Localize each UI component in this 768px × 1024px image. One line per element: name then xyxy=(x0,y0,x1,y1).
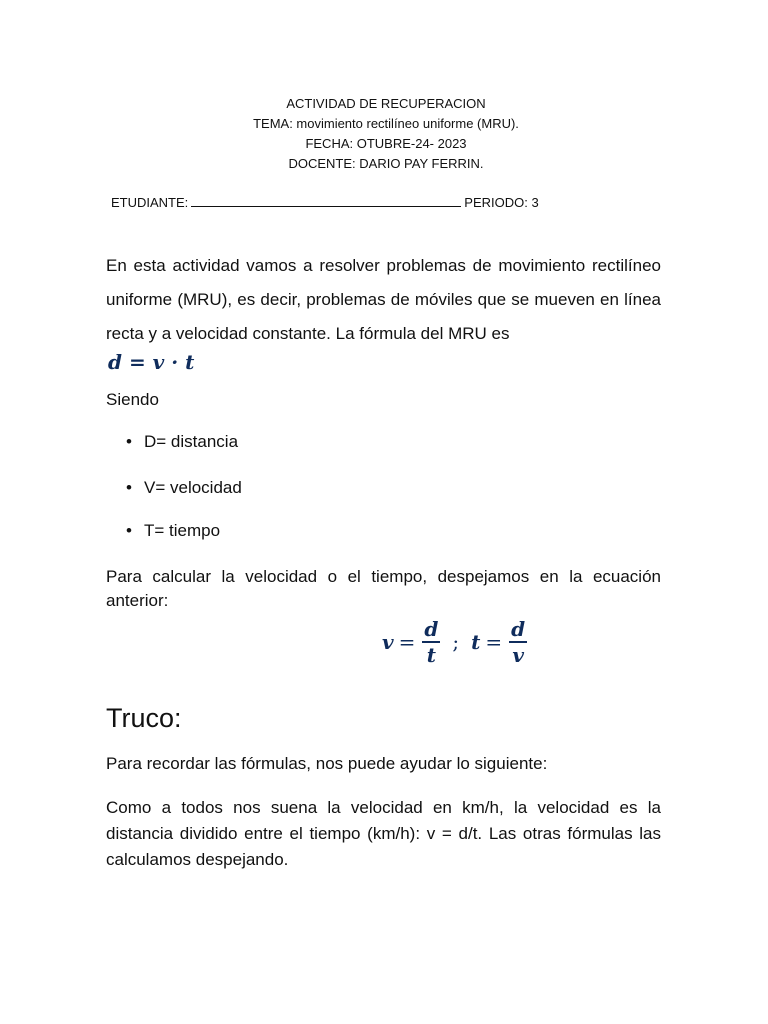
student-name-blank[interactable] xyxy=(191,194,461,207)
fraction-d-over-t xyxy=(422,617,440,667)
document-header xyxy=(0,94,768,174)
fraction-d-over-v xyxy=(509,617,527,667)
bullet-icon: • xyxy=(126,432,132,451)
list-item xyxy=(126,477,242,499)
formula-v-symbol: v xyxy=(382,630,394,654)
student-line xyxy=(111,194,539,212)
student-label: ETUDIANTE: xyxy=(111,195,189,210)
fraction-denominator: t xyxy=(426,643,436,667)
list-item-text: T= tiempo xyxy=(144,521,221,540)
recordar-paragraph: Para recordar las fórmulas, nos puede ayudar lo siguiente: xyxy=(106,754,548,773)
siendo-label: Siendo xyxy=(106,390,159,409)
header-topic: TEMA: movimiento rectilíneo uniforme (MRU). xyxy=(253,116,519,131)
truco-heading: Truco: xyxy=(106,703,182,733)
formula-t-symbol: t xyxy=(471,630,481,654)
formula-separator: ; xyxy=(452,630,460,654)
list-item-text: V= velocidad xyxy=(144,478,242,497)
formula-equals: = xyxy=(485,630,503,654)
list-item-text: D= distancia xyxy=(144,432,239,451)
header-date: FECHA: OTUBRE-24- 2023 xyxy=(305,136,467,151)
calc-paragraph: Para calcular la velocidad o el tiempo, despejamos en la ecuación anterior: xyxy=(106,567,661,610)
fraction-denominator: v xyxy=(512,643,524,667)
student-period: PERIODO: 3 xyxy=(464,195,539,210)
header-teacher: DOCENTE: DARIO PAY FERRIN. xyxy=(288,156,484,171)
fraction-numerator: d xyxy=(511,617,526,641)
header-title: ACTIVIDAD DE RECUPERACION xyxy=(286,96,486,111)
derived-formulas xyxy=(382,612,529,672)
intro-paragraph: En esta actividad vamos a resolver problemas de movimiento rectilíneo uniforme (MRU), es decir, problemas de móviles que se mueven en línea recta y a velocidad constante. La fórmula del MRU es xyxy=(106,256,661,343)
bullet-icon: • xyxy=(126,521,132,540)
list-item xyxy=(126,431,238,453)
fraction-numerator: d xyxy=(424,617,439,641)
explanation-paragraph: Como a todos nos suena la velocidad en km/h, la velocidad es la distancia dividido entre el tiempo (km/h): v = d/t. Las otras fórmulas las calculamos despejando. xyxy=(106,798,661,869)
formula-equals: = xyxy=(398,630,416,654)
mru-formula: d = v · t xyxy=(108,350,195,374)
list-item xyxy=(126,520,220,542)
bullet-icon: • xyxy=(126,478,132,497)
